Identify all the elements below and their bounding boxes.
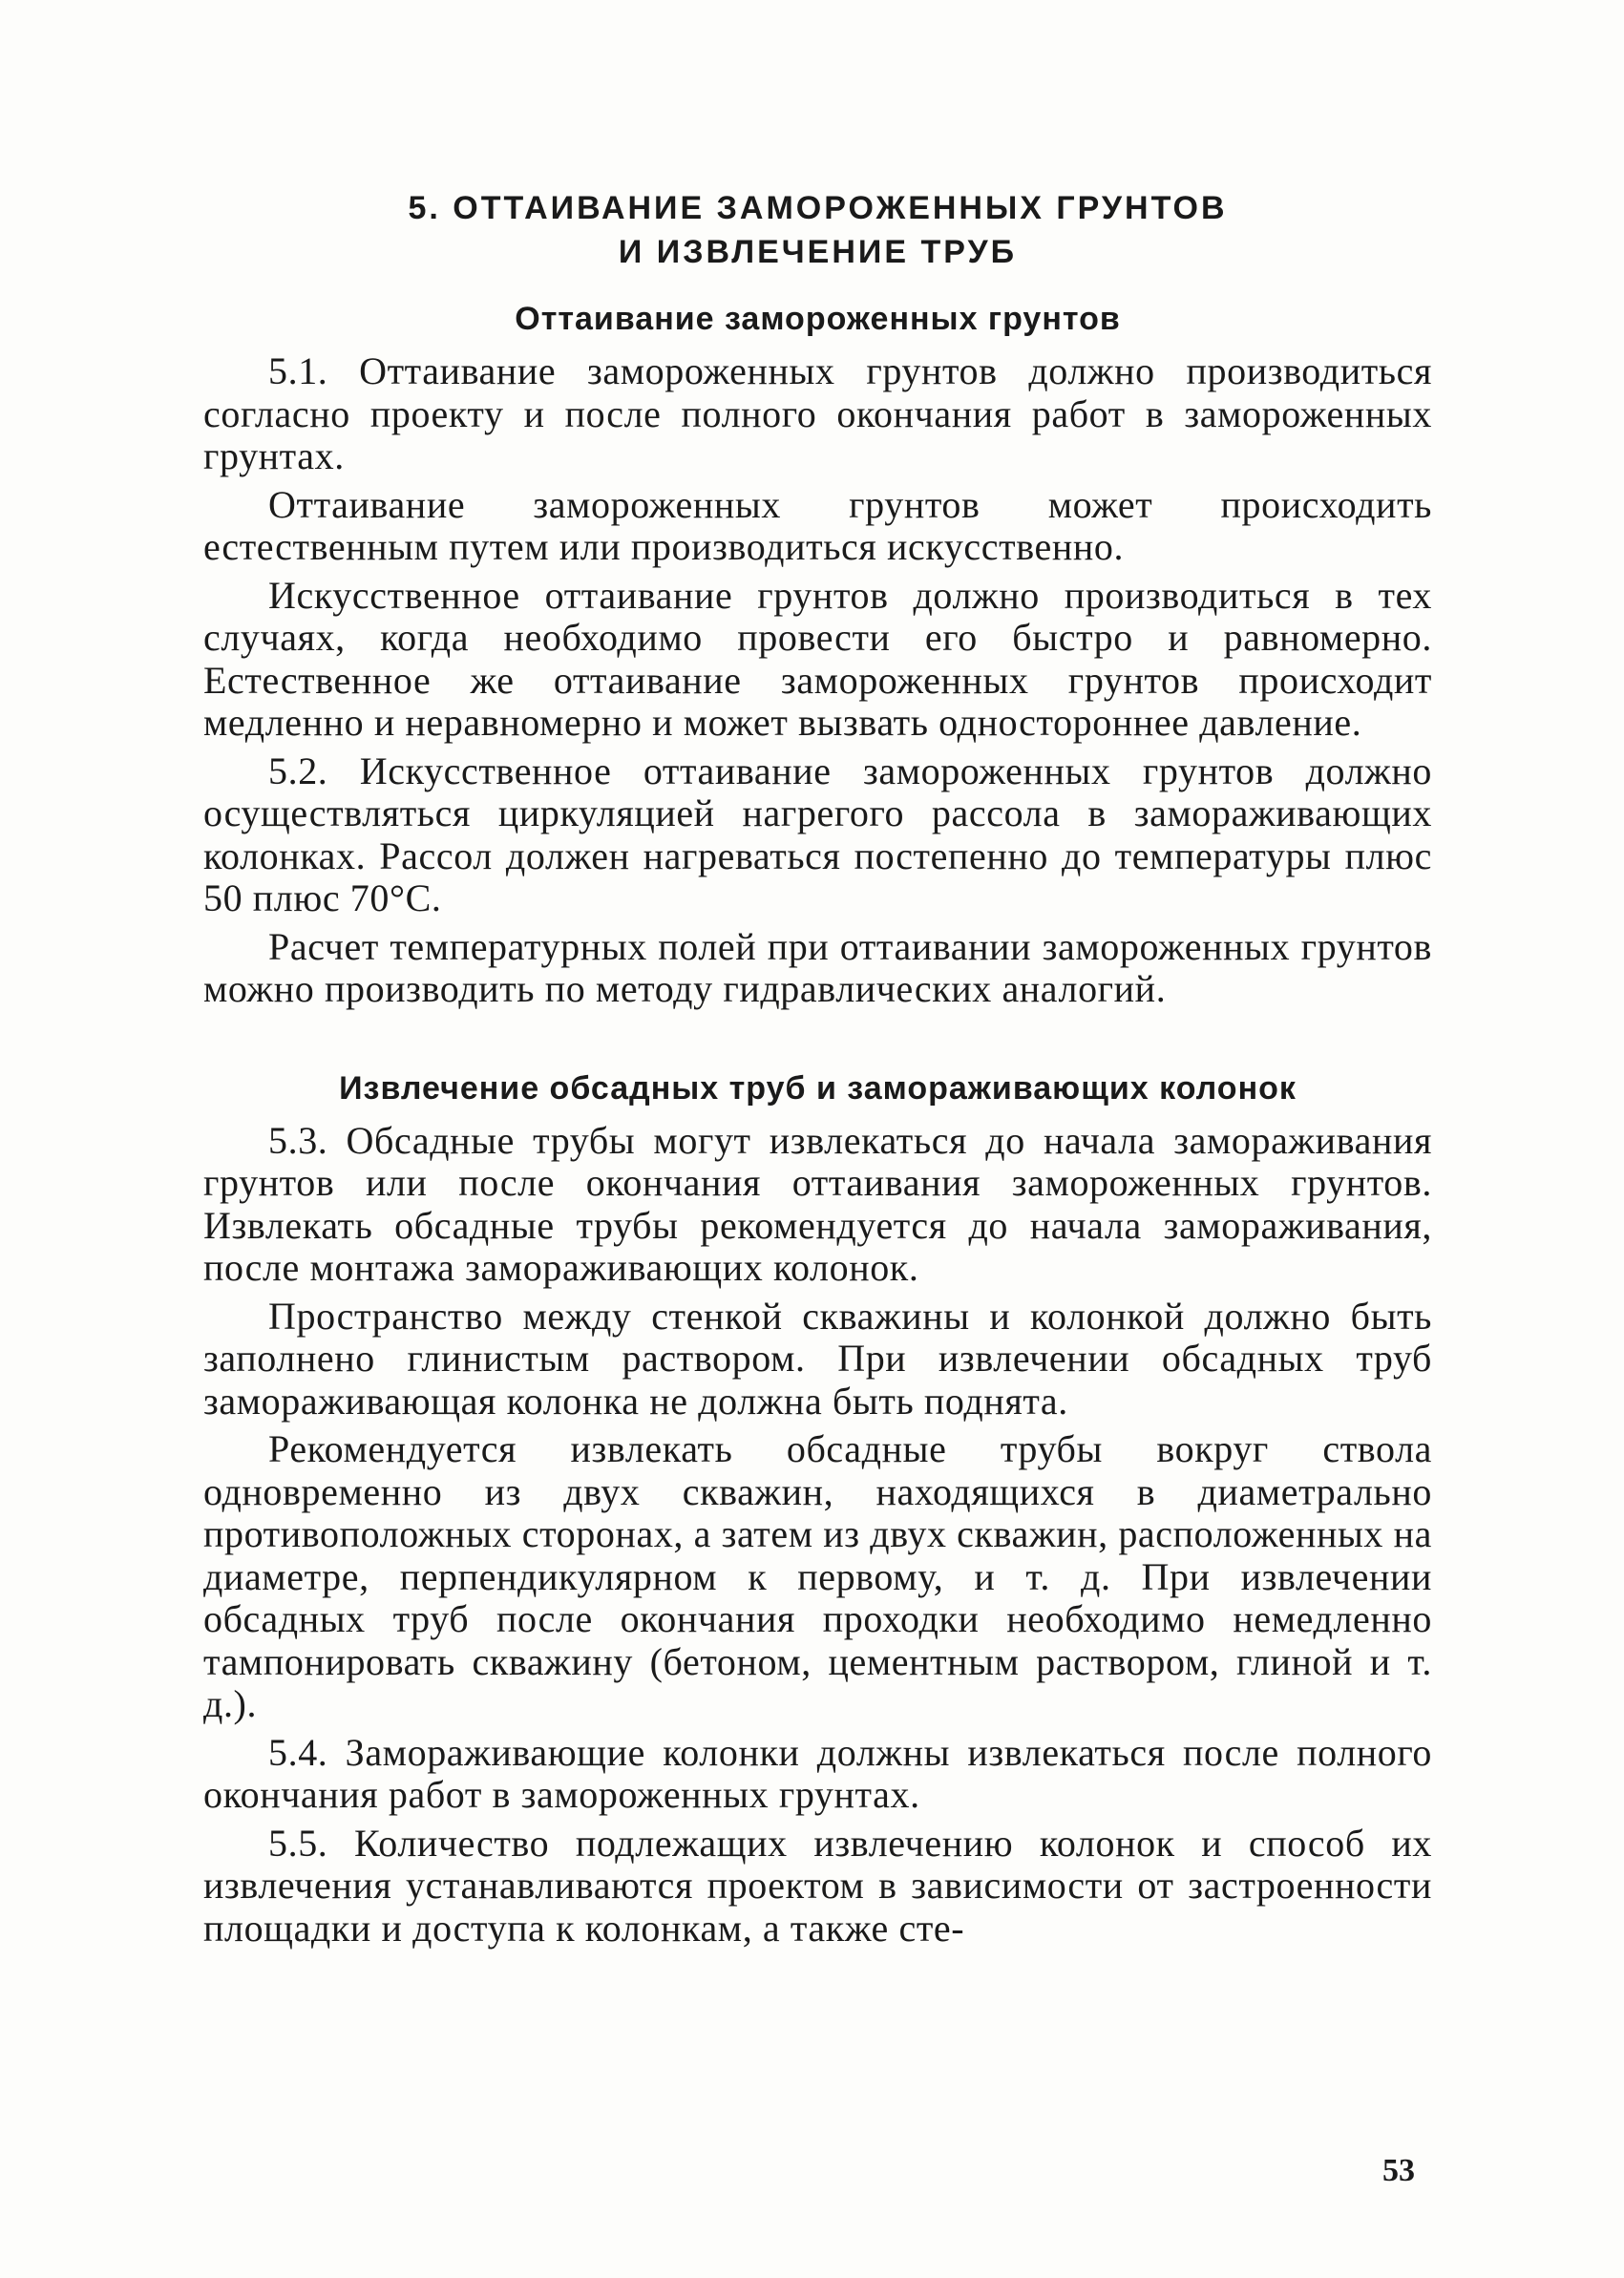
section-title-pipe-extraction: Извлечение обсадных труб и замораживающих колонок xyxy=(339,1069,1297,1107)
paragraph-artificial-thawing: Искусственное оттаивание грунтов должно производиться в тех случаях, когда необходимо провести его быстро и равномерно. Естественное же оттаивание замороженных грунтов происходит медленно и неравномерно и может вызвать одностороннее давление. xyxy=(203,573,1432,744)
paragraph-5-2: 5.2. Искусственное оттаивание замороженных грунтов должно осуществляться циркуляцией нагрегого рассола в замораживающих колонках. Рассол должен нагреваться постепенно до температуры плюс 50 плюс 70°С. xyxy=(203,749,1432,919)
page-number: 53 xyxy=(1382,2153,1415,2188)
paragraph-5-5: 5.5. Количество подлежащих извлечению колонок и способ их извлечения устанавливаются проектом в зависимости от застроенности площадки и доступа к колонкам, а также сте- xyxy=(203,1821,1432,1950)
paragraph-temperature-fields: Расчет температурных полей при оттаивании замороженных грунтов можно производить по методу гидравлических аналогий. xyxy=(203,924,1432,1010)
paragraph-5-1: 5.1. Оттаивание замороженных грунтов должно производиться согласно проекту и после полного окончания работ в замороженных грунтах. xyxy=(203,349,1432,477)
paragraph-extraction-order: Рекомендуется извлекать обсадные трубы вокруг ствола одновременно из двух скважин, находящихся в диаметрально противоположных сторонах, а затем из двух скважин, расположенных на диаметре, перпендикулярном к первому, и т. д. При извлечении обсадных труб после окончания проходки необходимо немедленно тампонировать скважину (бетоном, цементным раствором, глиной и т. д.). xyxy=(203,1427,1432,1725)
chapter-title-line-1: 5. ОТТАИВАНИЕ ЗАМОРОЖЕННЫХ ГРУНТОВ xyxy=(408,190,1228,226)
chapter-title-line-2: И ИЗВЛЕЧЕНИЕ ТРУБ xyxy=(618,234,1018,270)
page-content xyxy=(203,186,1432,1955)
paragraph-natural-thawing: Оттаивание замороженных грунтов может происходить естественным путем или производиться искусственно. xyxy=(203,482,1432,568)
paragraph-clay-solution: Пространство между стенкой скважины и колонкой должно быть заполнено глинистым раствором. При извлечении обсадных труб замораживающая колонка не должна быть поднята. xyxy=(203,1294,1432,1423)
paragraph-5-3: 5.3. Обсадные трубы могут извлекаться до начала замораживания грунтов или после окончания оттаивания замороженных грунтов. Извлекать обсадные трубы рекомендуется до начала замораживания, после монтажа замораживающих колонок. xyxy=(203,1118,1432,1289)
section-title-thawing: Оттаивание замороженных грунтов xyxy=(515,301,1121,337)
paragraph-5-4: 5.4. Замораживающие колонки должны извлекаться после полного окончания работ в замороженных грунтах. xyxy=(203,1730,1432,1816)
chapter-title xyxy=(203,186,1432,274)
